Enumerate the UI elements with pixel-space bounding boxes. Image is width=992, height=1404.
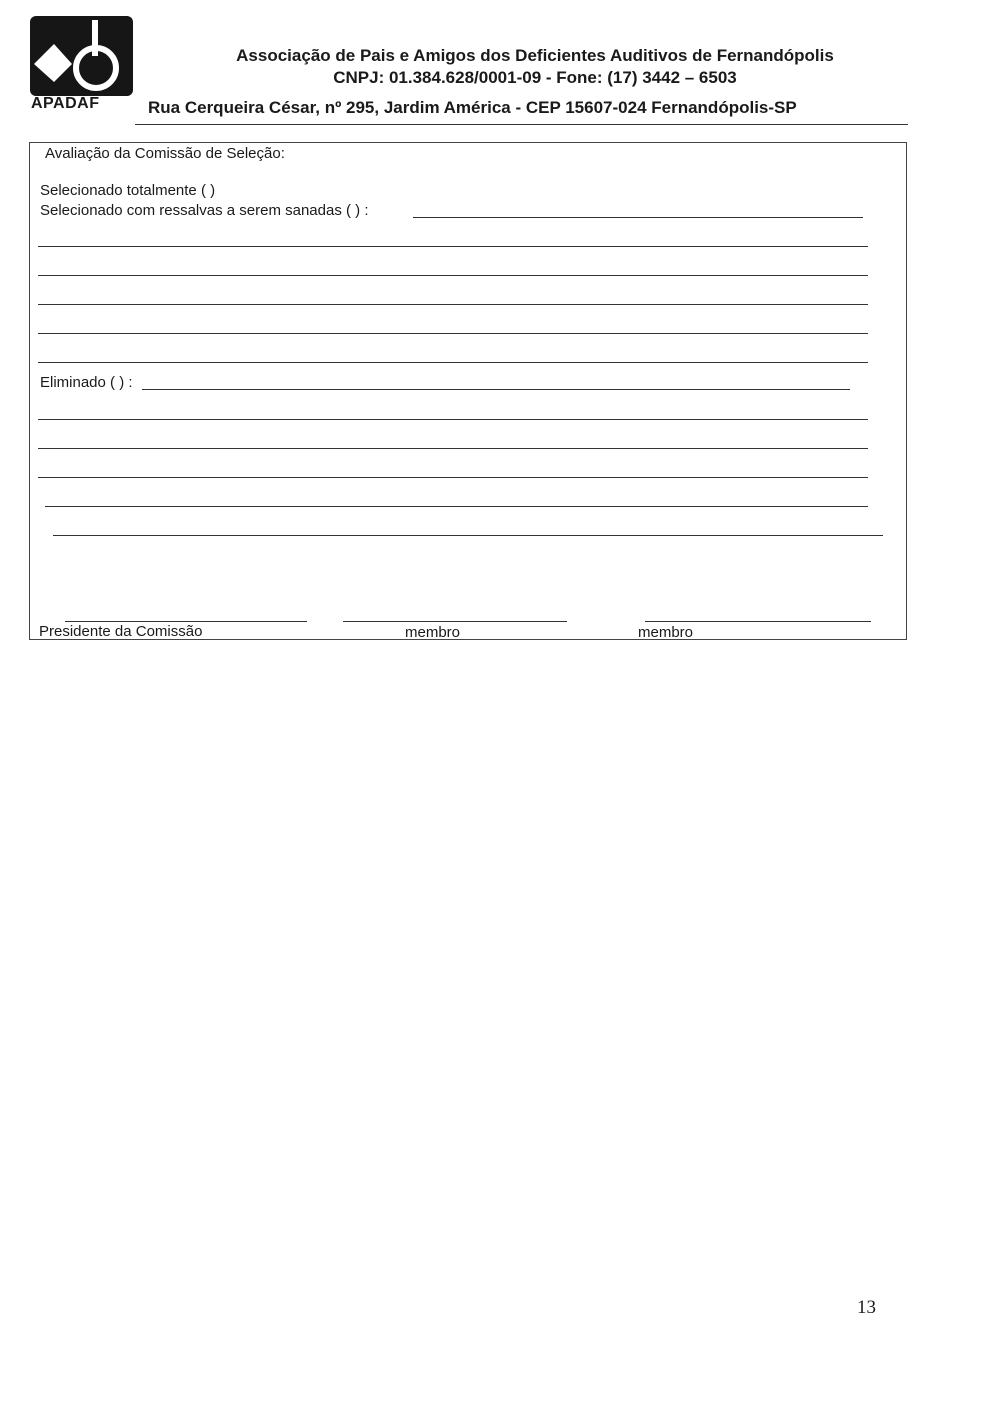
eliminated-input-line[interactable]	[142, 389, 850, 390]
reservations-input-line[interactable]	[413, 217, 863, 218]
eliminated-line[interactable]	[38, 419, 868, 420]
member-1-signature-line[interactable]	[343, 621, 567, 622]
eliminated-line[interactable]	[53, 535, 883, 536]
address: Rua Cerqueira César, nº 295, Jardim América - CEP 15607-024 Fernandópolis-SP	[148, 98, 797, 117]
reservations-line[interactable]	[38, 304, 868, 305]
reservations-line[interactable]	[38, 275, 868, 276]
president-signature-line[interactable]	[65, 621, 307, 622]
member-2-signature-line[interactable]	[645, 621, 871, 622]
president-signature-label: Presidente da Comissão	[39, 623, 203, 640]
option-selected-reservations: Selecionado com ressalvas a serem sanadas ( ) :	[40, 202, 369, 219]
option-eliminated: Eliminado ( ) :	[40, 374, 133, 391]
form-title: Avaliação da Comissão de Seleção:	[45, 145, 285, 162]
option-selected-total: Selecionado totalmente ( )	[40, 182, 216, 199]
eliminated-line[interactable]	[45, 506, 868, 507]
organization-name: Associação de Pais e Amigos dos Deficientes Auditivos de Fernandópolis	[236, 46, 834, 65]
member-2-signature-label: membro	[638, 624, 694, 641]
reservations-line[interactable]	[38, 246, 868, 247]
logo-text: APADAF	[31, 95, 100, 112]
header-divider	[135, 124, 908, 125]
cnpj-phone: CNPJ: 01.384.628/0001-09 - Fone: (17) 3442 – 6503	[333, 68, 737, 87]
eliminated-line[interactable]	[38, 448, 868, 449]
member-1-signature-label: membro	[405, 624, 461, 641]
eliminated-line[interactable]	[38, 477, 868, 478]
reservations-line[interactable]	[38, 362, 868, 363]
logo-letter: A	[45, 35, 63, 46]
reservations-line[interactable]	[38, 333, 868, 334]
page-number: 13	[857, 1297, 876, 1318]
apadaf-logo-icon	[30, 16, 133, 96]
